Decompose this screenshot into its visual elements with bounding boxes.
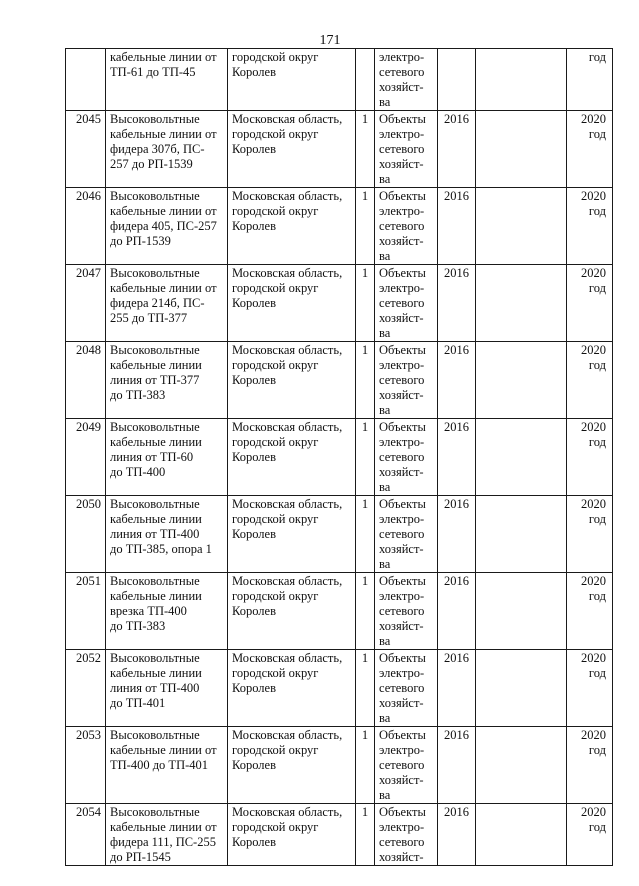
object-name-cell: Высоковольтные кабельные линии линия от ТП-400 до ТП-385, опора 1 (106, 496, 228, 573)
registry-table (65, 48, 613, 866)
object-type-cell: Объекты электро- сетевого хозяйст- ва (375, 496, 438, 573)
object-name-cell: Высоковольтные кабельные линии от фидера 111, ПС-255 до РП-1545 (106, 804, 228, 866)
year-cell: 2016 (438, 111, 476, 188)
table-row (66, 342, 613, 419)
object-type-cell: Объекты электро- сетевого хозяйст- ва (375, 419, 438, 496)
quantity-cell: 1 (356, 188, 375, 265)
year-cell: 2016 (438, 188, 476, 265)
quantity-cell: 1 (356, 650, 375, 727)
quantity-cell: 1 (356, 111, 375, 188)
deadline-cell: 2020 год (567, 188, 613, 265)
row-number-cell (66, 49, 106, 111)
location-cell: Московская область, городской округ Королев (228, 496, 356, 573)
quantity-cell: 1 (356, 573, 375, 650)
quantity-cell: 1 (356, 342, 375, 419)
quantity-cell: 1 (356, 419, 375, 496)
table-row (66, 650, 613, 727)
object-name-cell: Высоковольтные кабельные линии линия от ТП-377 до ТП-383 (106, 342, 228, 419)
deadline-cell: 2020 год (567, 650, 613, 727)
object-type-cell: Объекты электро- сетевого хозяйст- ва (375, 573, 438, 650)
deadline-cell: 2020 год (567, 342, 613, 419)
year-cell (438, 49, 476, 111)
row-number-cell: 2053 (66, 727, 106, 804)
row-number-cell: 2048 (66, 342, 106, 419)
table-row (66, 496, 613, 573)
object-name-cell: кабельные линии от ТП-61 до ТП-45 (106, 49, 228, 111)
location-cell: городской округ Королев (228, 49, 356, 111)
quantity-cell: 1 (356, 265, 375, 342)
row-number-cell: 2047 (66, 265, 106, 342)
empty-cell (476, 496, 567, 573)
empty-cell (476, 573, 567, 650)
location-cell: Московская область, городской округ Королев (228, 727, 356, 804)
location-cell: Московская область, городской округ Королев (228, 804, 356, 866)
year-cell: 2016 (438, 650, 476, 727)
object-type-cell: Объекты электро- сетевого хозяйст- ва (375, 265, 438, 342)
object-type-cell: Объекты электро- сетевого хозяйст- ва (375, 727, 438, 804)
object-name-cell: Высоковольтные кабельные линии линия от ТП-60 до ТП-400 (106, 419, 228, 496)
empty-cell (476, 342, 567, 419)
deadline-cell: год (567, 49, 613, 111)
deadline-cell: 2020 год (567, 804, 613, 866)
table-row (66, 727, 613, 804)
location-cell: Московская область, городской округ Королев (228, 342, 356, 419)
empty-cell (476, 727, 567, 804)
object-type-cell: Объекты электро- сетевого хозяйст- ва (375, 188, 438, 265)
object-name-cell: Высоковольтные кабельные линии врезка ТП-400 до ТП-383 (106, 573, 228, 650)
location-cell: Московская область, городской округ Королев (228, 573, 356, 650)
row-number-cell: 2051 (66, 573, 106, 650)
location-cell: Московская область, городской округ Королев (228, 650, 356, 727)
empty-cell (476, 49, 567, 111)
deadline-cell: 2020 год (567, 265, 613, 342)
empty-cell (476, 188, 567, 265)
quantity-cell (356, 49, 375, 111)
row-number-cell: 2054 (66, 804, 106, 866)
empty-cell (476, 804, 567, 866)
deadline-cell: 2020 год (567, 727, 613, 804)
object-name-cell: Высоковольтные кабельные линии от фидера 214б, ПС- 255 до ТП-377 (106, 265, 228, 342)
deadline-cell: 2020 год (567, 419, 613, 496)
quantity-cell: 1 (356, 804, 375, 866)
row-number-cell: 2049 (66, 419, 106, 496)
deadline-cell: 2020 год (567, 573, 613, 650)
object-name-cell: Высоковольтные кабельные линии от фидера 405, ПС-257 до РП-1539 (106, 188, 228, 265)
year-cell: 2016 (438, 804, 476, 866)
table-row (66, 265, 613, 342)
year-cell: 2016 (438, 727, 476, 804)
row-number-cell: 2050 (66, 496, 106, 573)
empty-cell (476, 111, 567, 188)
empty-cell (476, 419, 567, 496)
row-number-cell: 2046 (66, 188, 106, 265)
year-cell: 2016 (438, 496, 476, 573)
object-type-cell: Объекты электро- сетевого хозяйст- ва (375, 342, 438, 419)
year-cell: 2016 (438, 342, 476, 419)
table-row (66, 49, 613, 111)
empty-cell (476, 265, 567, 342)
year-cell: 2016 (438, 265, 476, 342)
quantity-cell: 1 (356, 496, 375, 573)
year-cell: 2016 (438, 573, 476, 650)
quantity-cell: 1 (356, 727, 375, 804)
row-number-cell: 2052 (66, 650, 106, 727)
location-cell: Московская область, городской округ Королев (228, 419, 356, 496)
page-number: 171 (319, 33, 341, 48)
deadline-cell: 2020 год (567, 111, 613, 188)
row-number-cell: 2045 (66, 111, 106, 188)
year-cell: 2016 (438, 419, 476, 496)
object-type-cell: Объекты электро- сетевого хозяйст- ва (375, 111, 438, 188)
table-row (66, 188, 613, 265)
empty-cell (476, 650, 567, 727)
location-cell: Московская область, городской округ Королев (228, 111, 356, 188)
table-row (66, 573, 613, 650)
deadline-cell: 2020 год (567, 496, 613, 573)
object-name-cell: Высоковольтные кабельные линии от ТП-400 до ТП-401 (106, 727, 228, 804)
table-row (66, 804, 613, 866)
location-cell: Московская область, городской округ Королев (228, 188, 356, 265)
object-name-cell: Высоковольтные кабельные линии от фидера 307б, ПС- 257 до РП-1539 (106, 111, 228, 188)
object-type-cell: Объекты электро- сетевого хозяйст- ва (375, 650, 438, 727)
object-name-cell: Высоковольтные кабельные линии линия от ТП-400 до ТП-401 (106, 650, 228, 727)
object-type-cell: Объекты электро- сетевого хозяйст- (375, 804, 438, 866)
location-cell: Московская область, городской округ Королев (228, 265, 356, 342)
table-row (66, 419, 613, 496)
table-row (66, 111, 613, 188)
object-type-cell: электро- сетевого хозяйст- ва (375, 49, 438, 111)
